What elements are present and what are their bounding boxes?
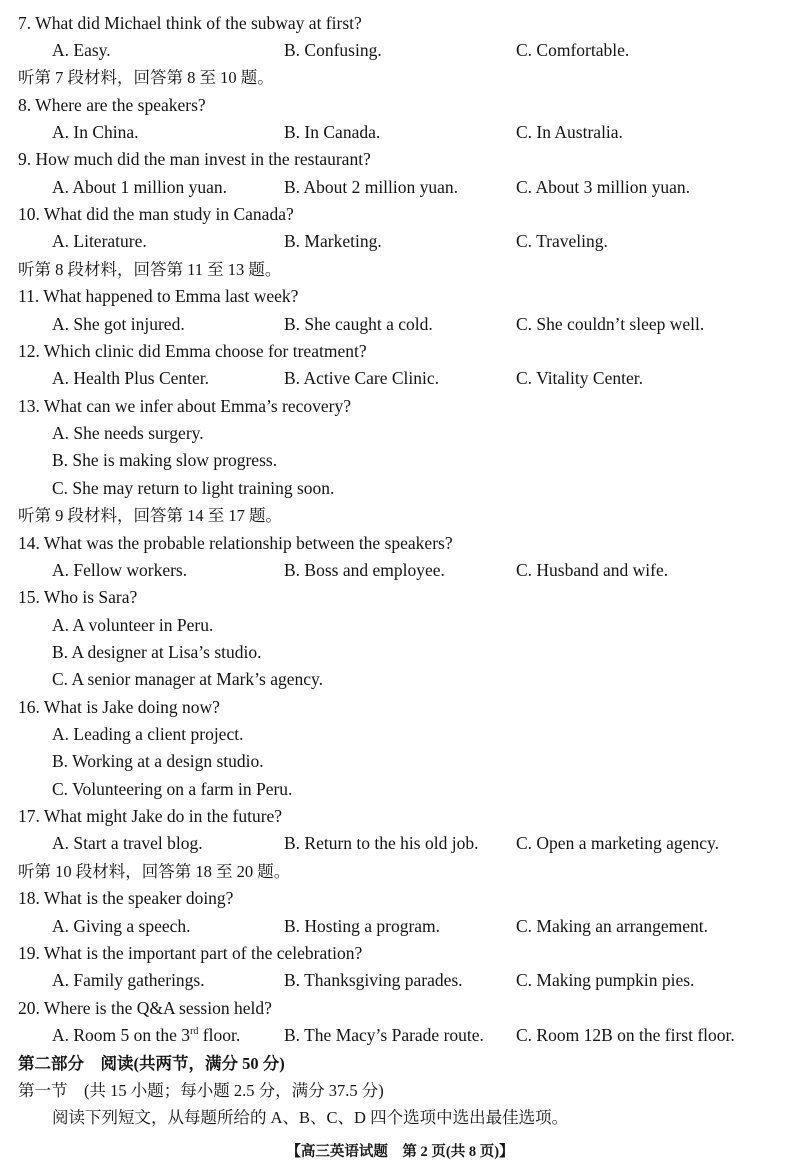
part2-section1: 第一节 (共 15 小题；每小题 2.5 分，满分 37.5 分)	[18, 1081, 384, 1100]
section-header-8-10: 听第 7 段材料，回答第 8 至 10 题。	[18, 68, 274, 87]
option-a: A. Room 5 on the 3rd floor.	[52, 1025, 241, 1045]
option-c: C. She couldn’t sleep well.	[516, 314, 705, 334]
question-8-options	[0, 119, 800, 146]
question-16-stem: 16. What is Jake doing now?	[18, 697, 220, 717]
option-a: A. She got injured.	[52, 314, 185, 334]
option-c: C. Open a marketing agency.	[516, 833, 719, 853]
section-header-18-20: 听第 10 段材料，回答第 18 至 20 题。	[18, 862, 291, 881]
question-19-stem: 19. What is the important part of the celebration?	[18, 943, 363, 963]
option-a: A. Start a travel blog.	[52, 833, 203, 853]
option-a: A. Giving a speech.	[52, 916, 191, 936]
question-15-option-b: B. A designer at Lisa’s studio.	[52, 642, 262, 662]
question-12-options	[0, 365, 800, 392]
question-13-option-b: B. She is making slow progress.	[52, 450, 278, 470]
question-17-stem: 17. What might Jake do in the future?	[18, 806, 283, 826]
question-15-stem: 15. Who is Sara?	[18, 587, 138, 607]
question-7-stem: 7. What did Michael think of the subway at first?	[18, 13, 362, 33]
question-20-options	[0, 1022, 800, 1049]
option-b: B. Active Care Clinic.	[284, 368, 440, 388]
option-c: C. In Australia.	[516, 122, 623, 142]
option-c: C. Vitality Center.	[516, 368, 643, 388]
option-b: B. About 2 million yuan.	[284, 177, 459, 197]
question-17-options	[0, 830, 800, 857]
option-b: B. Return to the his old job.	[284, 833, 479, 853]
option-b: B. Boss and employee.	[284, 560, 445, 580]
question-13-stem: 13. What can we infer about Emma’s recovery?	[18, 396, 352, 416]
question-14-stem: 14. What was the probable relationship between the speakers?	[18, 533, 453, 553]
question-16-option-a: A. Leading a client project.	[52, 724, 244, 744]
question-15-option-a: A. A volunteer in Peru.	[52, 615, 214, 635]
option-c: C. Traveling.	[516, 231, 608, 251]
option-a: A. About 1 million yuan.	[52, 177, 227, 197]
option-b: B. In Canada.	[284, 122, 381, 142]
option-c: C. Husband and wife.	[516, 560, 669, 580]
option-c: C. Room 12B on the first floor.	[516, 1025, 735, 1045]
question-16-option-b: B. Working at a design studio.	[52, 751, 264, 771]
question-9-options	[0, 174, 800, 201]
option-c: C. About 3 million yuan.	[516, 177, 691, 197]
option-b: B. Marketing.	[284, 231, 382, 251]
option-a: A. Fellow workers.	[52, 560, 188, 580]
option-b: B. Hosting a program.	[284, 916, 441, 936]
question-8-stem: 8. Where are the speakers?	[18, 95, 206, 115]
option-a: A. In China.	[52, 122, 139, 142]
question-13-option-a: A. She needs surgery.	[52, 423, 204, 443]
option-a: A. Health Plus Center.	[52, 368, 209, 388]
question-12-stem: 12. Which clinic did Emma choose for treatment?	[18, 341, 367, 361]
option-a: A. Family gatherings.	[52, 970, 205, 990]
option-b: B. Confusing.	[284, 40, 382, 60]
question-10-stem: 10. What did the man study in Canada?	[18, 204, 294, 224]
option-b: B. The Macy’s Parade route.	[284, 1025, 484, 1045]
question-14-options	[0, 557, 800, 584]
option-c: C. Comfortable.	[516, 40, 630, 60]
page-footer: 【高三英语试题 第 2 页(共 8 页)】	[286, 1144, 514, 1160]
question-11-options	[0, 311, 800, 338]
question-7-options	[0, 37, 800, 64]
option-c: C. Making an arrangement.	[516, 916, 708, 936]
question-10-options	[0, 228, 800, 255]
option-a: A. Easy.	[52, 40, 111, 60]
part2-title: 第二部分 阅读(共两节，满分 50 分)	[18, 1054, 285, 1073]
question-16-option-c: C. Volunteering on a farm in Peru.	[52, 779, 293, 799]
option-b: B. She caught a cold.	[284, 314, 433, 334]
question-18-options	[0, 913, 800, 940]
option-a: A. Literature.	[52, 231, 147, 251]
question-18-stem: 18. What is the speaker doing?	[18, 888, 234, 908]
question-19-options	[0, 967, 800, 994]
option-b: B. Thanksgiving parades.	[284, 970, 463, 990]
option-c: C. Making pumpkin pies.	[516, 970, 695, 990]
section-header-14-17: 听第 9 段材料，回答第 14 至 17 题。	[18, 506, 282, 525]
question-13-option-c: C. She may return to light training soon.	[52, 478, 335, 498]
question-9-stem: 9. How much did the man invest in the restaurant?	[18, 149, 371, 169]
question-11-stem: 11. What happened to Emma last week?	[18, 286, 299, 306]
part2-instruction: 阅读下列短文，从每题所给的 A、B、C、D 四个选项中选出最佳选项。	[52, 1108, 569, 1127]
question-20-stem: 20. Where is the Q&A session held?	[18, 998, 272, 1018]
question-15-option-c: C. A senior manager at Mark’s agency.	[52, 669, 324, 689]
section-header-11-13: 听第 8 段材料，回答第 11 至 13 题。	[18, 260, 282, 279]
